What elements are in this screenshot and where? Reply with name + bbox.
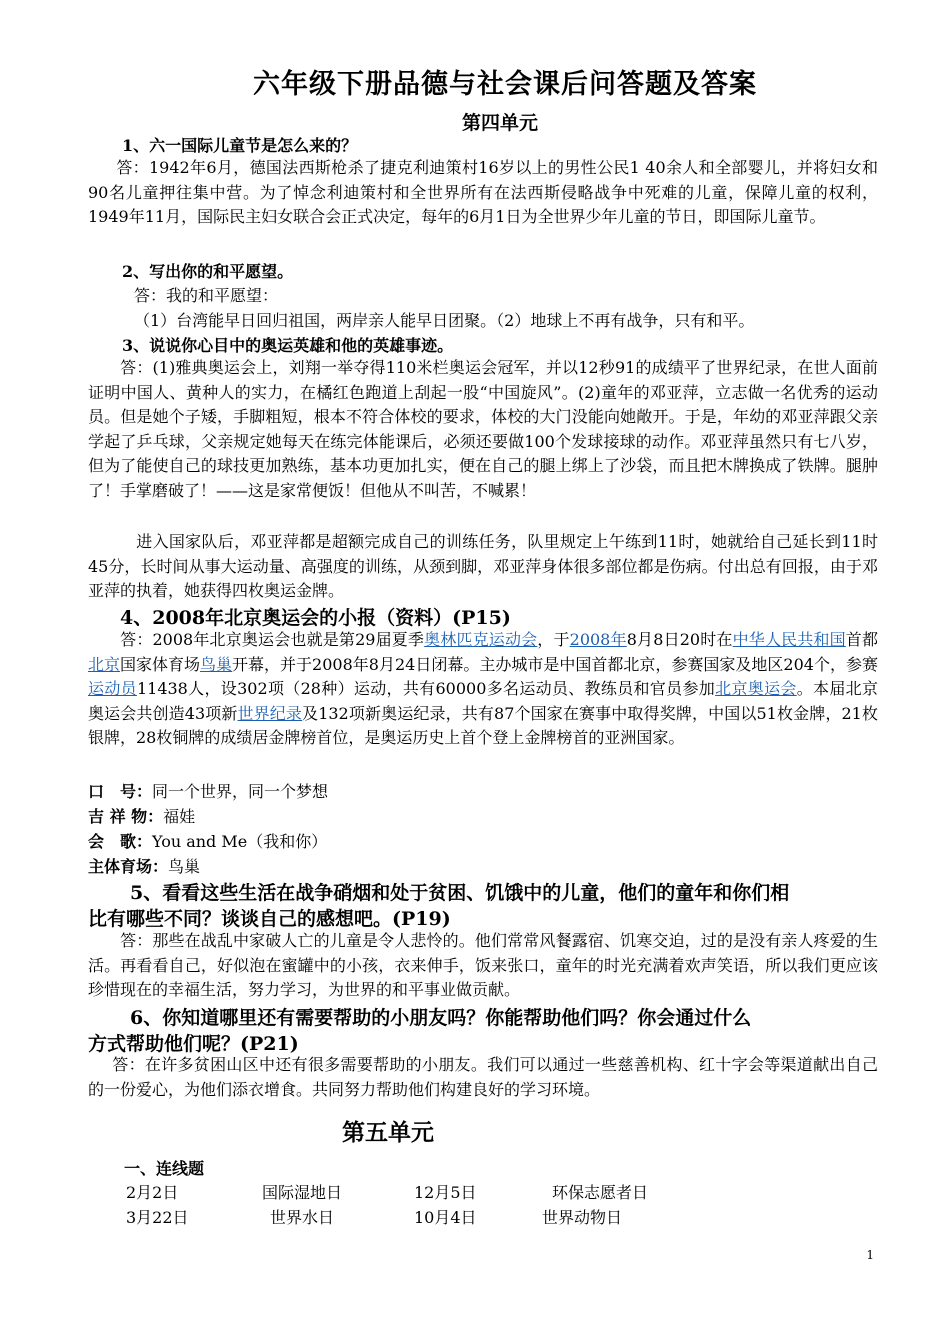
answer-4-text: 开幕，并于2008年8月24日闭幕。主办城市是中国首都北京，参赛国家及地区204个，参赛 — [232, 654, 878, 674]
answer-1 — [88, 156, 878, 230]
song-value: You and Me（我和你） — [152, 832, 328, 851]
answer-4-text: 国家体育场 — [120, 654, 201, 674]
answer-2-wishes: （1）台湾能早日回归祖国，两岸亲人能早日团聚。（2）地球上不再有战争，只有和平。 — [134, 311, 755, 330]
match-row-2-col-1: 3月22日 — [126, 1208, 189, 1227]
question-6-line-1: 6、你知道哪里还有需要帮助的小朋友吗？你能帮助他们吗？你会通过什么 — [130, 1007, 752, 1029]
answer-2-intro: 答：我的和平愿望： — [134, 286, 279, 305]
link-olympic-games[interactable]: 奥林匹克运动会 — [424, 630, 538, 649]
link-prc[interactable]: 中华人民共和国 — [732, 630, 846, 649]
unit-four-heading: 第四单元 — [461, 112, 538, 134]
song-row — [88, 829, 327, 852]
link-birds-nest[interactable]: 鸟巢 — [200, 654, 233, 674]
answer-3-part-1 — [88, 356, 878, 503]
answer-3-text-2: 进入国家队后，邓亚萍都是超额完成自己的训练任务，队里规定上午练到11时，她就给自己延长到11时45分，长时间从事大运动量、高强度的训练，从颈到脚，邓亚萍身体很多部位都是伤病。付出总有回报，由于邓亚萍的执着，她获得四枚奥运金牌。 — [88, 532, 878, 600]
match-row-2-col-4: 世界动物日 — [542, 1208, 623, 1227]
question-5-line-1: 5、看看这些生活在战争硝烟和处于贫困、饥饿中的儿童，他们的童年和你们相 — [130, 882, 790, 904]
question-2: 2、写出你的和平愿望。 — [122, 262, 294, 281]
answer-4-text: ，于 — [537, 630, 570, 649]
answer-4-text: 首都 — [845, 630, 878, 649]
answer-3-part-2 — [88, 530, 878, 604]
question-4: 4、2008年北京奥运会的小报（资料）(P15) — [120, 607, 511, 629]
link-world-record[interactable]: 世界纪录 — [237, 703, 303, 723]
slogan-row — [88, 779, 328, 802]
match-row-1-col-4: 环保志愿者日 — [552, 1183, 649, 1202]
answer-5-text: 答：那些在战乱中家破人亡的儿童是令人悲怜的。他们常常风餐露宿、饥寒交迫，过的是没有亲人疼爱的生活。再看看自己，好似泡在蜜罐中的小孩，衣来伸手，饭来张口，童年的时光充满着欢声笑语，所以我们更应该珍惜现在的幸福生活，努力学习，为世界的和平事业做贡献。 — [88, 931, 878, 999]
match-row-1-col-3: 12月5日 — [414, 1183, 477, 1202]
answer-5 — [88, 929, 878, 1003]
stadium-row — [88, 854, 200, 877]
song-label: 会 歌： — [88, 832, 153, 851]
stadium-label: 主体育场： — [88, 857, 169, 876]
match-row-2-col-3: 10月4日 — [414, 1208, 477, 1227]
answer-4-text: 及132项新奥运纪录，共有87个国家在赛事中取得奖牌，中国以51枚金牌，21枚银牌，28枚铜牌的成绩居金牌榜首位，是奥运历史上首个登上金牌榜首的亚洲国家。 — [88, 703, 878, 747]
unit-five-heading: 第五单元 — [342, 1119, 434, 1146]
slogan-value: 同一个世界，同一个梦想 — [152, 782, 329, 801]
answer-1-text: 答：1942年6月，德国法西斯枪杀了捷克利迪策村16岁以上的男性公民1 40余人和全部婴儿，并将妇女和90名儿童押往集中营。为了悼念利迪策村和全世界所有在法西斯侵略战争中死难的儿童，保障儿童的权利，1949年11月，国际民主妇女联合会正式决定，每年的6月1日为全世界少年儿童的节日，即国际儿童节。 — [88, 158, 878, 226]
answer-4 — [88, 628, 878, 751]
answer-4-text: 8月8日20时在 — [626, 630, 733, 649]
question-3: 3、说说你心目中的奥运英雄和他的英雄事迹。 — [122, 336, 454, 355]
mascot-label: 吉 祥 物： — [88, 807, 164, 826]
mascot-value: 福娃 — [163, 807, 196, 826]
match-row-2-col-2: 世界水日 — [270, 1208, 335, 1227]
link-beijing[interactable]: 北京 — [88, 654, 121, 674]
match-row-1-col-1: 2月2日 — [126, 1183, 179, 1202]
answer-3-text-1: 答：(1)雅典奥运会上，刘翔一举夺得110米栏奥运会冠军，并以12秒91的成绩平了世界纪录，在世人面前证明中国人、黄种人的实力，在橘红色跑道上刮起一股“中国旋风”。(2)童年的邓亚萍，立志做一名优秀的运动员。但是她个子矮，手脚粗短，根本不符合体校的要求，体校的大门没能向她敞开。于是，年幼的邓亚萍跟父亲学起了乒乓球，父亲规定她每天在练完体能课后，必须还要做100个发球接球的动作。邓亚萍虽然只有七八岁，但为了能使自己的球技更加熟练，基本功更加扎实，便在自己的腿上绑上了沙袋，而且把木牌换成了铁牌。腿肿了！手掌磨破了！——这是家常便饭！但他从不叫苦，不喊累！ — [88, 358, 878, 500]
question-6-line-2: 方式帮助他们呢？(P21) — [88, 1033, 299, 1055]
answer-4-text: 11438人，设302项（28种）运动，共有60000多名运动员、教练员和官员参加 — [136, 679, 716, 698]
stadium-value: 鸟巢 — [168, 857, 201, 876]
answer-6-text: 答：在许多贫困山区中还有很多需要帮助的小朋友。我们可以通过一些慈善机构、红十字会等渠道献出自己的一份爱心，为他们添衣增食。共同努力帮助他们构建良好的学习环境。 — [88, 1055, 878, 1099]
page-number: 1 — [866, 1248, 874, 1262]
link-beijing-olympics[interactable]: 北京奥运会 — [715, 679, 797, 698]
answer-4-text: 答：2008年北京奥运会也就是第29届夏季 — [120, 630, 425, 649]
match-row-1-col-2: 国际湿地日 — [262, 1183, 343, 1202]
question-5-line-2: 比有哪些不同？谈谈自己的感想吧。(P19) — [88, 908, 451, 930]
question-1: 1、六一国际儿童节是怎么来的？ — [122, 136, 358, 155]
link-2008[interactable]: 2008年 — [569, 630, 627, 649]
mascot-row — [88, 804, 195, 827]
link-athletes[interactable]: 运动员 — [88, 679, 137, 698]
section-matching-title: 一、连线题 — [124, 1159, 205, 1178]
answer-6 — [88, 1053, 878, 1102]
slogan-label: 口 号： — [88, 782, 153, 801]
document-title: 六年级下册品德与社会课后问答题及答案 — [253, 69, 757, 100]
answer-4-text: 。本届北京奥运会共创造43项新 — [88, 679, 878, 723]
